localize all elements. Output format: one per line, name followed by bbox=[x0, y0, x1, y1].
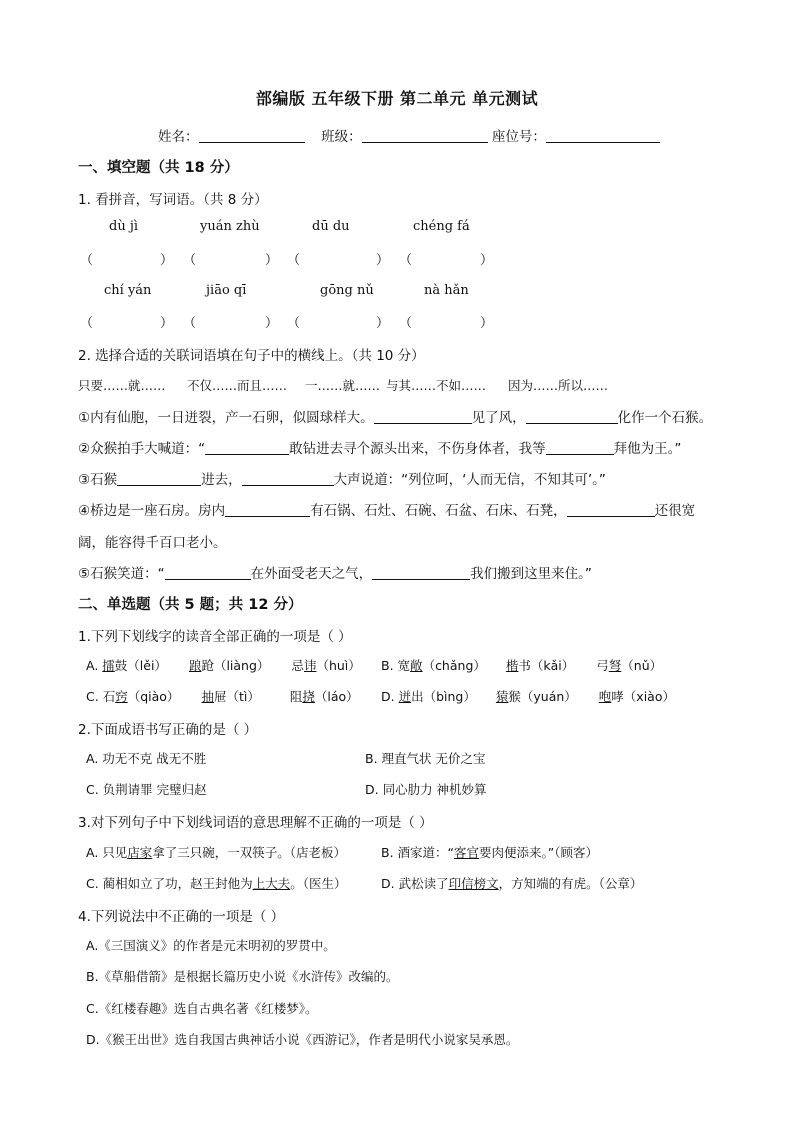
q2-1-option-b[interactable] bbox=[381, 656, 662, 674]
sentence-1-blank-2[interactable] bbox=[526, 411, 618, 424]
sentence-3-part-a: ③石猴 bbox=[78, 472, 118, 488]
pinyin-5: chí yán bbox=[104, 283, 152, 298]
q2-2-option-b[interactable]: B. 理直气状 无价之宝 bbox=[365, 751, 486, 766]
q2-4-option-a[interactable]: A.《三国演义》的作者是元末明初的罗贯中。 bbox=[86, 938, 336, 953]
word-part: 宽 bbox=[397, 658, 411, 673]
sentence-3-part-c: 大声说道：“列位呵，‘人而无信，不知其可’。” bbox=[333, 472, 606, 488]
sentence-2-part-a: ②众猴拍手大喊道：“ bbox=[78, 441, 206, 457]
underlined-word: 客官 bbox=[454, 845, 480, 860]
word-part: 跄（liàng） bbox=[201, 658, 270, 673]
q2-2-option-a[interactable]: A. 功无不克 战无不胜 bbox=[86, 751, 207, 766]
underlined-char: 窍 bbox=[115, 689, 128, 704]
answer-box-8-close: ） bbox=[480, 316, 494, 331]
q2-4-option-d[interactable]: D.《猴王出世》选自我国古典神话小说《西游记》，作者是明代小说家吴承恩。 bbox=[86, 1032, 519, 1047]
answer-box-4-open: （ bbox=[399, 253, 413, 268]
q2-2-option-d[interactable]: D. 同心肋力 神机妙算 bbox=[365, 782, 487, 797]
q2-1-option-a[interactable] bbox=[86, 656, 361, 674]
q2-1-option-d[interactable] bbox=[381, 687, 675, 705]
q2-2-option-c[interactable]: C. 负荆请罪 完璧归赵 bbox=[86, 782, 207, 797]
q2-4-option-b[interactable]: B.《草船借箭》是根据长篇历史小说《水浒传》改编的。 bbox=[86, 969, 399, 984]
underlined-char: 咆 bbox=[598, 689, 612, 704]
word-part: 忌 bbox=[291, 658, 304, 673]
underlined-char: 敞 bbox=[410, 658, 423, 673]
underlined-char: 楷 bbox=[505, 658, 519, 673]
sentence-1-part-b: 见了风， bbox=[471, 410, 526, 426]
section-2-heading: 二、单选题（共 5 题；共 12 分） bbox=[78, 597, 303, 613]
sentence-2 bbox=[78, 437, 681, 457]
option-text: 拿了三只碗，一双筷子。（店老板） bbox=[152, 845, 347, 860]
sentence-5-blank-2[interactable] bbox=[372, 567, 470, 580]
word-part: 出（bìng） bbox=[411, 689, 476, 704]
sentence-3-blank-2[interactable] bbox=[242, 473, 334, 486]
word-part: （huì） bbox=[316, 658, 361, 673]
answer-box-7-open: （ bbox=[287, 316, 301, 331]
option-text: B. 酒家道：“ bbox=[381, 845, 454, 860]
word-part: 鼓（lěi） bbox=[114, 658, 167, 673]
answer-box-5-close: ） bbox=[160, 316, 174, 331]
pinyin-3: dū du bbox=[312, 219, 350, 234]
question-2-4-stem: 4.下列说法中不正确的一项是（ ） bbox=[78, 909, 285, 925]
conjunction-option-3: 一……就…… bbox=[305, 378, 381, 393]
option-text: C. 蔺相如立了功，赵王封他为 bbox=[86, 876, 253, 891]
sentence-4-continued: 阔，能容得千百口老小。 bbox=[78, 535, 227, 551]
question-1-2-stem: 2. 选择合适的关联词语填在句子中的横线上。（共 10 分） bbox=[78, 348, 425, 364]
sentence-3-blank-1[interactable] bbox=[117, 473, 201, 486]
underlined-char: 弩 bbox=[608, 658, 622, 673]
answer-box-2-open: （ bbox=[183, 253, 197, 268]
sentence-4-part-a: ④桥边是一座石房。房内 bbox=[78, 503, 226, 519]
word-part: 阻 bbox=[289, 689, 303, 704]
sentence-5-part-c: 我们搬到这里来住。” bbox=[470, 566, 592, 582]
class-blank[interactable] bbox=[362, 128, 488, 143]
underlined-char: 挠 bbox=[302, 689, 315, 704]
word-part: （láo） bbox=[314, 689, 359, 704]
question-2-3-stem: 3.对下列句子中下划线词语的意思理解不正确的一项是（ ） bbox=[78, 815, 433, 831]
option-text: 。（医生） bbox=[290, 876, 347, 891]
answer-box-4-close: ） bbox=[480, 253, 494, 268]
sentence-5-part-a: ⑤石猴笑道：“ bbox=[78, 566, 165, 582]
option-text: 要肉便添来。”（顾客） bbox=[479, 845, 598, 860]
sentence-2-blank-1[interactable] bbox=[205, 442, 289, 455]
word-part: （chǎng） bbox=[422, 658, 486, 673]
sentence-4-part-c: 还很宽 bbox=[654, 503, 696, 519]
question-1-1-stem: 1. 看拼音，写词语。（共 8 分） bbox=[78, 192, 268, 208]
sentence-5 bbox=[78, 562, 592, 582]
sentence-1-part-c: 化作一个石猴。 bbox=[617, 410, 713, 426]
word-part: （qiào） bbox=[127, 689, 180, 704]
pinyin-8: nà hǎn bbox=[424, 283, 469, 298]
word-part: 石 bbox=[102, 689, 116, 704]
conjunction-option-1: 只要……就…… bbox=[78, 378, 166, 393]
sentence-4-blank-2[interactable] bbox=[567, 504, 655, 517]
student-info-line bbox=[158, 125, 660, 145]
answer-box-6-open: （ bbox=[183, 316, 197, 331]
sentence-3 bbox=[78, 468, 606, 488]
sentence-4-part-b: 有石锅、石灶、石碗、石盆、石床、石凳， bbox=[310, 503, 567, 519]
option-letter: A. bbox=[86, 658, 103, 673]
sentence-5-part-b: 在外面受老天之气， bbox=[250, 566, 373, 582]
name-label: 姓名： bbox=[158, 129, 199, 145]
sentence-1-blank-1[interactable] bbox=[374, 411, 472, 424]
answer-box-6-close: ） bbox=[265, 316, 279, 331]
underlined-word: 上大夫 bbox=[252, 876, 291, 891]
pinyin-1: dù jì bbox=[109, 219, 139, 234]
sentence-4-blank-1[interactable] bbox=[225, 504, 310, 517]
answer-box-2-close: ） bbox=[265, 253, 279, 268]
underlined-char: 讳 bbox=[303, 658, 317, 673]
seat-blank[interactable] bbox=[546, 128, 660, 143]
pinyin-4: chéng fá bbox=[413, 219, 470, 234]
option-text: A. 只见 bbox=[86, 845, 128, 860]
pinyin-2: yuán zhù bbox=[200, 219, 260, 234]
answer-box-3-close: ） bbox=[376, 253, 390, 268]
conjunction-option-2: 不仅……而且…… bbox=[187, 378, 288, 393]
q2-1-option-c[interactable] bbox=[86, 687, 359, 705]
class-label: 班级： bbox=[321, 129, 362, 145]
word-part: 猴（yuán） bbox=[508, 689, 577, 704]
sentence-2-part-c: 拜他为王。” bbox=[613, 441, 682, 457]
sentence-4 bbox=[78, 499, 695, 519]
word-part: 屉（tì） bbox=[213, 689, 260, 704]
answer-box-8-open: （ bbox=[399, 316, 413, 331]
answer-box-1-open: （ bbox=[80, 253, 94, 268]
section-1-heading: 一、填空题（共 18 分） bbox=[78, 160, 239, 176]
underlined-word: 印信榜文 bbox=[448, 876, 499, 891]
q2-3-option-c[interactable] bbox=[86, 874, 346, 892]
option-text: D. 武松读了 bbox=[381, 876, 449, 891]
answer-box-7-close: ） bbox=[376, 316, 390, 331]
pinyin-6: jiāo qī bbox=[206, 283, 247, 298]
answer-box-5-open: （ bbox=[80, 316, 94, 331]
underlined-word: 店家 bbox=[127, 845, 153, 860]
sentence-2-part-b: 敢钻进去寻个源头出来，不伤身体者，我等 bbox=[289, 441, 546, 457]
underlined-char: 踉 bbox=[188, 658, 202, 673]
underlined-char: 抽 bbox=[201, 689, 214, 704]
answer-box-3-open: （ bbox=[287, 253, 301, 268]
word-part: 弓 bbox=[596, 658, 609, 673]
answer-box-1-close: ） bbox=[160, 253, 174, 268]
pinyin-7: gōng nǔ bbox=[320, 283, 374, 298]
word-part: 书（kǎi） bbox=[518, 658, 575, 673]
sentence-3-part-b: 进去， bbox=[201, 472, 242, 488]
conjunction-option-5: 因为……所以…… bbox=[508, 378, 609, 393]
q2-4-option-c[interactable]: C.《红楼春趣》选自古典名著《红楼梦》。 bbox=[86, 1001, 318, 1016]
underlined-char: 擂 bbox=[102, 658, 115, 673]
underlined-char: 迸 bbox=[398, 689, 412, 704]
question-2-2-stem: 2.下面成语书写正确的是（ ） bbox=[78, 722, 258, 738]
q2-3-option-b[interactable] bbox=[381, 843, 598, 861]
question-2-1-stem: 1.下列下划线字的读音全部正确的一项是（ ） bbox=[78, 629, 352, 645]
sentence-5-blank-1[interactable] bbox=[165, 567, 251, 580]
q2-3-option-d[interactable] bbox=[381, 874, 642, 892]
sentence-1-part-a: ①内有仙胞，一日迸裂，产一石卵，似圆球样大。 bbox=[78, 410, 374, 426]
seat-label: 座位号： bbox=[491, 129, 546, 145]
underlined-char: 猿 bbox=[495, 689, 509, 704]
option-letter: D. bbox=[381, 689, 399, 704]
option-letter: C. bbox=[86, 689, 103, 704]
word-part: 哮（xiào） bbox=[611, 689, 675, 704]
sentence-1 bbox=[78, 406, 712, 426]
word-part: （nǔ） bbox=[621, 658, 663, 673]
option-text: ，方知端的有虎。（公章） bbox=[498, 876, 643, 891]
sentence-2-blank-2[interactable] bbox=[546, 442, 614, 455]
page-title: 部编版 五年级下册 第二单元 单元测试 bbox=[255, 89, 539, 108]
q2-3-option-a[interactable] bbox=[86, 843, 346, 861]
option-letter: B. bbox=[381, 658, 398, 673]
name-blank[interactable] bbox=[199, 128, 305, 143]
conjunction-option-4: 与其……不如…… bbox=[386, 378, 487, 393]
